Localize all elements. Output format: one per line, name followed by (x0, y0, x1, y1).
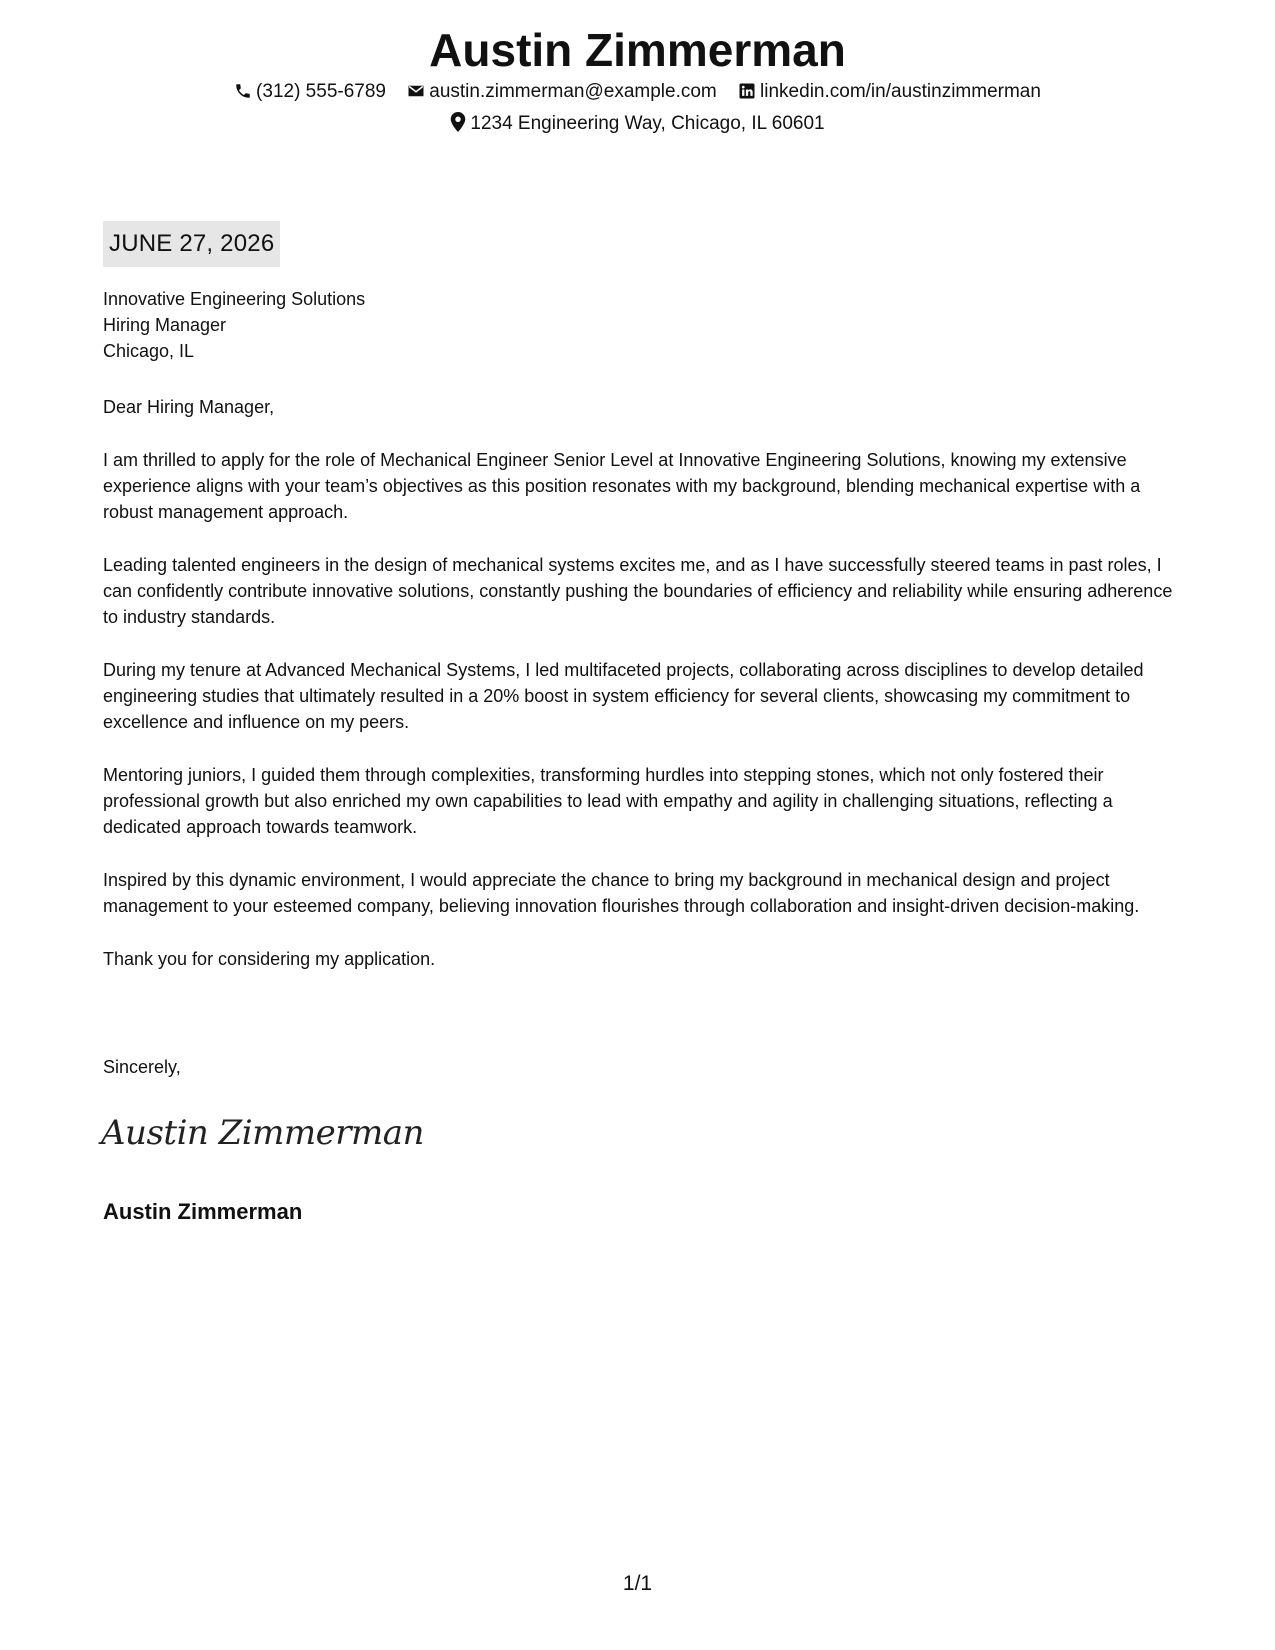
map-pin-icon (450, 112, 466, 132)
handwritten-signature: Austin Zimmerman (101, 1113, 424, 1153)
contact-linkedin (738, 79, 1041, 105)
address-text: 1234 Engineering Way, Chicago, IL 60601 (470, 113, 825, 134)
body-paragraph: Leading talented engineers in the design of mechanical systems excites me, and as I have successfully steered teams in past roles, I can confidently contribute innovative solutions, constantly pushing the boundaries of efficiency and reliability while ensuring adherence to industry standards. (103, 555, 1173, 627)
signer-name: Austin Zimmerman (103, 1199, 303, 1224)
body-paragraph: Thank you for considering my application. (103, 949, 436, 969)
contact-phone (234, 79, 386, 105)
phone-icon (234, 82, 252, 100)
email-text: austin.zimmerman@example.com (429, 81, 717, 102)
contact-email (407, 79, 717, 105)
contact-address (450, 111, 824, 137)
linkedin-text: linkedin.com/in/austinzimmerman (760, 81, 1041, 102)
contact-line-address (0, 111, 1275, 137)
recipient-title: Hiring Manager (103, 315, 227, 335)
closing: Sincerely, (103, 1057, 181, 1077)
linkedin-icon (738, 82, 756, 100)
recipient-block (103, 286, 1173, 364)
letter-date: JUNE 27, 2026 (103, 221, 280, 267)
contact-line-primary (0, 79, 1275, 105)
body-paragraph: Mentoring juniors, I guided them through complexities, transforming hurdles into stepping stones, which not only fostered their professional growth but also enriched my own capabilities to lead with empathy and agility in challenging situations, reflecting a dedicated approach towards teamwork. (103, 765, 1113, 837)
letter-body (103, 447, 1173, 999)
body-paragraph: During my tenure at Advanced Mechanical Systems, I led multifaceted projects, collaborating across disciplines to develop detailed engineering studies that ultimately resulted in a 20% boost in system efficiency for several clients, showcasing my commitment to excellence and influence on my peers. (103, 660, 1144, 732)
envelope-icon (407, 82, 425, 100)
recipient-location: Chicago, IL (103, 341, 195, 361)
applicant-name-heading: Austin Zimmerman (429, 24, 846, 76)
phone-text: (312) 555-6789 (256, 81, 386, 102)
body-paragraph: I am thrilled to apply for the role of Mechanical Engineer Senior Level at Innovative Engineering Solutions, knowing my extensive experience aligns with your team’s objectives as this position resonates with my background, blending mechanical expertise with a robust management approach. (103, 450, 1141, 522)
recipient-company: Innovative Engineering Solutions (103, 289, 366, 309)
page-number: 1/1 (622, 1572, 653, 1595)
salutation: Dear Hiring Manager, (103, 397, 275, 417)
body-paragraph: Inspired by this dynamic environment, I would appreciate the chance to bring my background in mechanical design and project management to your esteemed company, believing innovation flourishes through collaboration and insight-driven decision-making. (103, 870, 1140, 916)
